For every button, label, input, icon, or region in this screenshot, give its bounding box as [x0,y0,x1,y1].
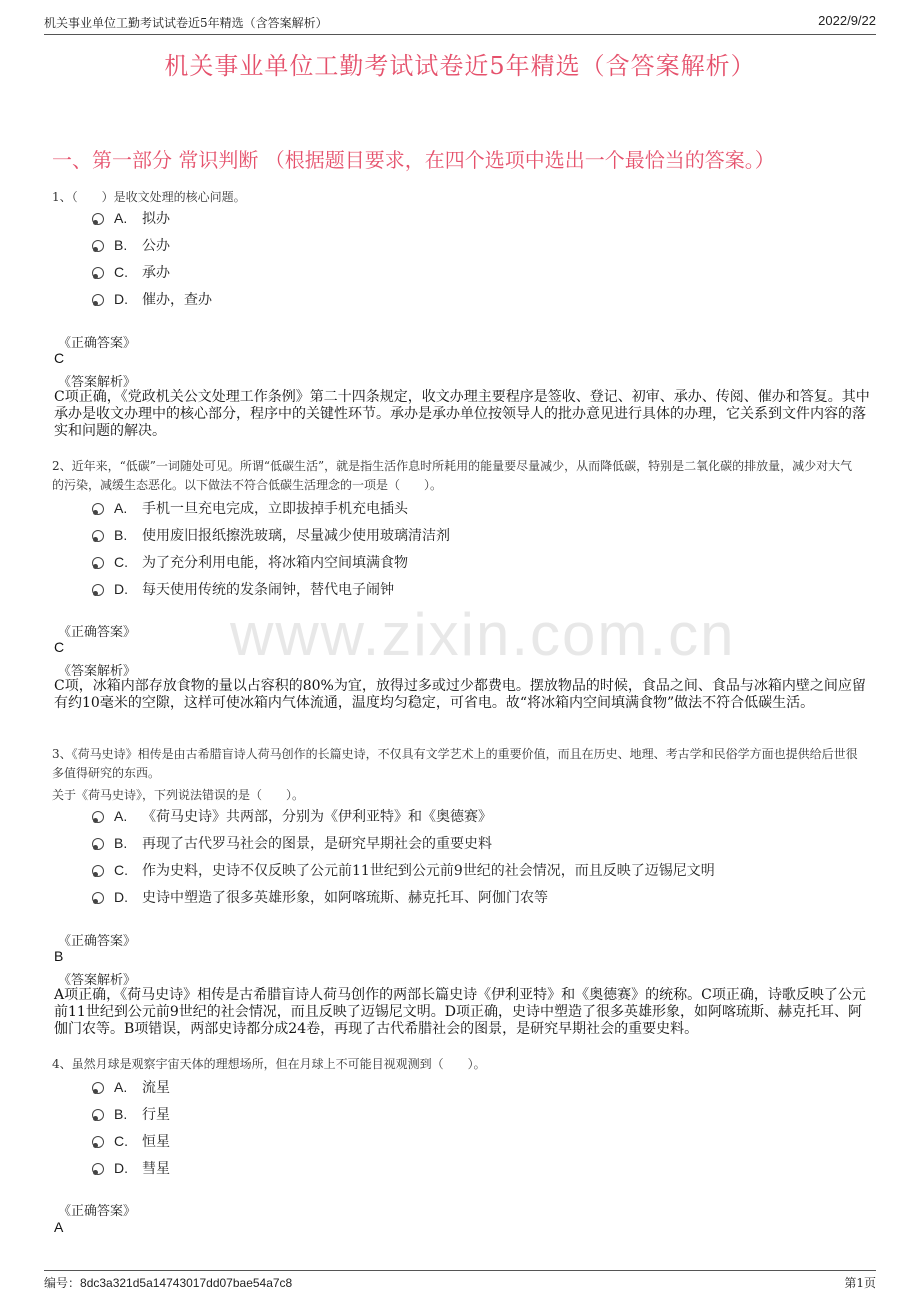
radio-icon[interactable] [92,1136,104,1148]
page-footer [44,1270,876,1291]
question-2-answer: C [54,639,65,655]
answer-label: 《正确答案》 [58,336,137,351]
question-1-answer: C [54,350,65,366]
radio-icon[interactable] [92,267,104,279]
radio-icon[interactable] [92,1109,104,1121]
radio-icon[interactable] [92,584,104,596]
question-3-option-d[interactable]: D. 史诗中塑造了很多英雄形象，如阿喀琉斯、赫克托耳、阿伽门农等 [92,887,548,907]
radio-icon[interactable] [92,1163,104,1175]
page-number: 第1页 [844,1276,876,1290]
question-1-option-b[interactable]: B. 公办 [92,235,170,255]
question-3-option-c[interactable]: C. 作为史料，史诗不仅反映了公元前11世纪到公元前9世纪的社会情况，而且反映了迈锡尼文明 [92,860,715,880]
header-doc-title: 机关事业单位工勤考试试卷近5年精选（含答案解析） [44,16,328,30]
question-2-option-b[interactable]: B. 使用废旧报纸擦洗玻璃，尽量减少使用玻璃清洁剂 [92,525,450,545]
question-1-stem: 1、（ ）是收文处理的核心问题。 [52,190,246,204]
answer-label: 《正确答案》 [58,1204,137,1219]
question-1-option-c[interactable]: C. 承办 [92,262,170,282]
question-2-stem: 2、近年来，“低碳”一词随处可见。所谓“低碳生活”，就是指生活作息时所耗用的能量要尽量减少，从而降低碳，特别是二氧化碳的排放量，减少对大气的污染，减缓生态恶化。以下做法不符合低碳生活理念的一项是（ ）。 [52,459,853,492]
page-header [44,12,876,35]
header-date: 2022/9/22 [818,13,876,28]
section-heading: 一、第一部分 常识判断 （根据题目要求，在四个选项中选出一个最恰当的答案。） [52,148,775,172]
question-1-option-a[interactable]: A. 拟办 [92,208,170,228]
radio-icon[interactable] [92,503,104,515]
question-3-stem-2: 关于《荷马史诗》，下列说法错误的是（ ）。 [52,788,305,802]
question-4-option-b[interactable]: B. 行星 [92,1104,170,1124]
answer-label: 《正确答案》 [58,625,137,640]
radio-icon[interactable] [92,892,104,904]
document-title: 机关事业单位工勤考试试卷近5年精选（含答案解析） [164,52,756,80]
document-code: 编号：8dc3a321d5a14743017dd07bae54a7c8 [44,1276,293,1290]
question-3-option-a[interactable]: A. 《荷马史诗》共两部，分别为《伊利亚特》和《奥德赛》 [92,806,492,826]
radio-icon[interactable] [92,838,104,850]
question-4-option-d[interactable]: D. 彗星 [92,1158,170,1178]
question-2-option-a[interactable]: A. 手机一旦充电完成，立即拔掉手机充电插头 [92,498,408,518]
question-4-option-a[interactable]: A. 流星 [92,1077,170,1097]
analysis-label: 《答案解析》 [58,375,137,390]
analysis-label: 《答案解析》 [58,973,137,988]
question-4-answer: A [54,1219,64,1235]
question-4-option-c[interactable]: C. 恒星 [92,1131,170,1151]
question-2-option-c[interactable]: C. 为了充分利用电能，将冰箱内空间填满食物 [92,552,408,572]
radio-icon[interactable] [92,530,104,542]
radio-icon[interactable] [92,294,104,306]
radio-icon[interactable] [92,240,104,252]
answer-label: 《正确答案》 [58,934,137,949]
question-3-analysis: A项正确，《荷马史诗》相传是古希腊盲诗人荷马创作的两部长篇史诗《伊利亚特》和《奥德赛》的统称。C项正确，诗歌反映了公元前11世纪到公元前9世纪的社会情况，而且反映了迈锡尼文明。D项正确，史诗中塑造了很多英雄形象，如阿喀琉斯、赫克托耳、阿伽门农等。B项错误，两部史诗都分成24卷，再现了古代希腊社会的图景，是研究早期社会的重要史料。 [54,987,866,1037]
radio-icon[interactable] [92,811,104,823]
question-3-answer: B [54,948,64,964]
question-3-option-b[interactable]: B. 再现了古代罗马社会的图景，是研究早期社会的重要史料 [92,833,492,853]
question-1-analysis: C项正确，《党政机关公文处理工作条例》第二十四条规定，收文办理主要程序是签收、登记、初审、承办、传阅、催办和答复。其中承办是收文办理中的核心部分，程序中的关键性环节。承办是承办单位按领导人的批办意见进行具体的办理，它关系到文件内容的落实和问题的解决。 [54,389,870,439]
question-1-option-d[interactable]: D. 催办，查办 [92,289,212,309]
radio-icon[interactable] [92,213,104,225]
watermark: www.zixin.com.cn [230,601,736,668]
question-3-stem: 3、《荷马史诗》相传是由古希腊盲诗人荷马创作的长篇史诗，不仅具有文学艺术上的重要价值，而且在历史、地理、考古学和民俗学方面也提供给后世很多值得研究的东西。 [52,747,858,780]
analysis-label: 《答案解析》 [58,664,137,679]
question-2-option-d[interactable]: D. 每天使用传统的发条闹钟，替代电子闹钟 [92,579,394,599]
question-2-analysis: C项，冰箱内部存放食物的量以占容积的80%为宜，放得过多或过少都费电。摆放物品的时候，食品之间、食品与冰箱内壁之间应留有约10毫米的空隙，这样可使冰箱内气体流通，温度均匀稳定，可省电。故“将冰箱内空间填满食物”做法不符合低碳生活。 [54,678,866,711]
radio-icon[interactable] [92,1082,104,1094]
radio-icon[interactable] [92,557,104,569]
question-4-stem: 4、虽然月球是观察宇宙天体的理想场所，但在月球上不可能目视观测到（ ）。 [52,1057,486,1071]
radio-icon[interactable] [92,865,104,877]
